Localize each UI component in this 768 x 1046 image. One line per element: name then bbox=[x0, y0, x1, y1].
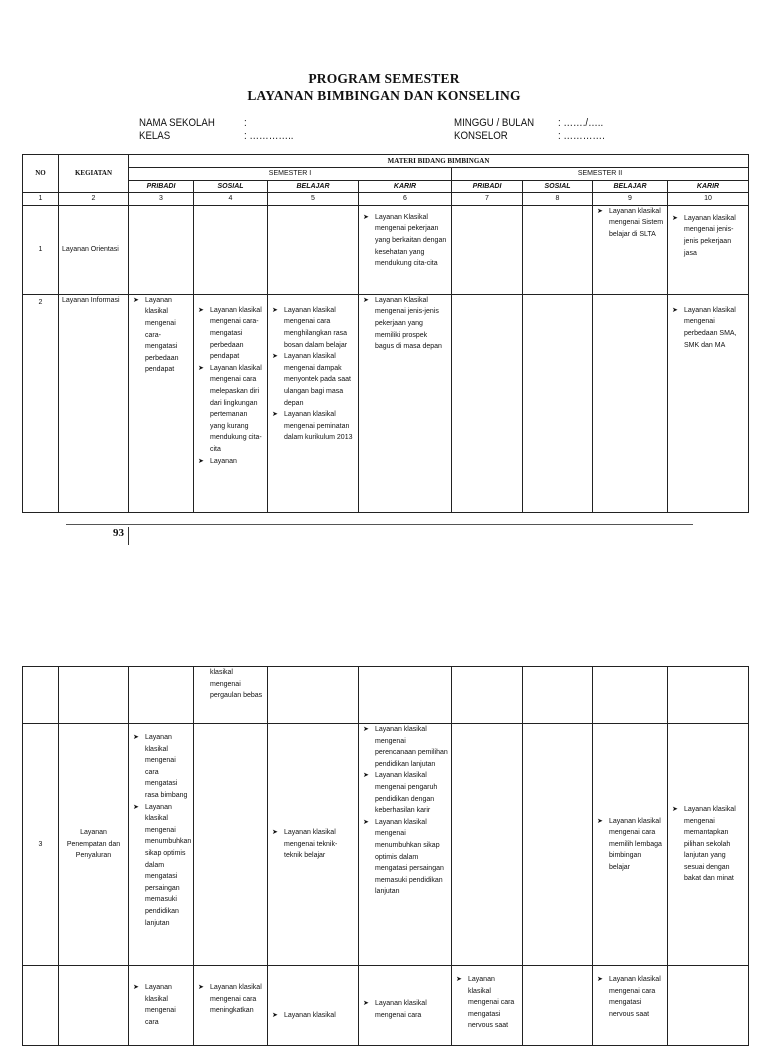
row-number: 1 bbox=[23, 205, 59, 294]
page-number: 93 bbox=[113, 527, 124, 539]
list-item: ➤ Layanan klasikal mengenai jenis-jenis pekerjaan jasa bbox=[672, 214, 736, 257]
arrow-bullet-icon: ➤ bbox=[597, 976, 603, 983]
list-item: ➤ Layanan klasikal mengenai cara melepaskan diri dari lingkungan pertemanan yang kurang mendukung cita-cita bbox=[198, 364, 262, 453]
kegiatan-cell: Layanan Penempatan dan Penyaluran bbox=[59, 724, 129, 966]
materi-cell bbox=[129, 294, 194, 512]
empty-cell bbox=[359, 667, 452, 724]
arrow-bullet-icon: ➤ bbox=[272, 1012, 278, 1019]
arrow-bullet-icon: ➤ bbox=[363, 296, 369, 304]
kelas-value: : ………….. bbox=[244, 130, 294, 142]
empty-cell bbox=[668, 667, 749, 724]
arrow-bullet-icon: ➤ bbox=[363, 1000, 369, 1007]
list-item: ➤ Layanan klasikal mengenai cara mengatasi rasa bimbang bbox=[133, 734, 188, 799]
list-item: ➤ Layanan klasikal mengenai cara memilih lembaga bimbingan belajar bbox=[597, 817, 662, 871]
materi-cell bbox=[194, 966, 268, 1046]
arrow-bullet-icon: ➤ bbox=[272, 411, 278, 419]
list-item: ➤ Layanan klasikal mengenai pengaruh pendidikan dengan keberhasilan karir bbox=[363, 772, 438, 815]
empty-cell bbox=[23, 966, 59, 1046]
header-sosial-2: SOSIAL bbox=[523, 180, 593, 193]
list-item: ➤ Layanan klasikal mengenai cara bbox=[133, 984, 176, 1026]
footer-rule bbox=[66, 524, 693, 525]
list-item: ➤ Layanan klasikal mengenai perbedaan SMA, SMK dan MA bbox=[672, 306, 737, 349]
list-item: ➤ Layanan klasikal mengenai cara mengatasi nervous saat bbox=[456, 976, 515, 1030]
list-item: ➤ Layanan klasikal mengenai dampak menyontek pada saat ulangan bagi masa depan bbox=[272, 353, 351, 407]
empty-cell bbox=[523, 667, 593, 724]
arrow-bullet-icon: ➤ bbox=[363, 726, 369, 733]
arrow-bullet-icon: ➤ bbox=[198, 984, 204, 991]
arrow-bullet-icon: ➤ bbox=[672, 306, 678, 314]
arrow-bullet-icon: ➤ bbox=[133, 803, 139, 811]
minggu-bulan-label: MINGGU / BULAN bbox=[454, 117, 535, 129]
program-table bbox=[22, 154, 749, 513]
arrow-bullet-icon: ➤ bbox=[597, 817, 603, 825]
header-belajar-1: BELAJAR bbox=[268, 180, 359, 193]
empty-cell bbox=[268, 205, 359, 294]
arrow-bullet-icon: ➤ bbox=[672, 805, 678, 813]
col-number: 3 bbox=[129, 193, 194, 206]
list-item: ➤ Layanan Klasikal mengenai pekerjaan yang berkaitan dengan kesehatan yang mendukung cita-cita bbox=[363, 213, 447, 268]
list-item: ➤ Layanan klasikal mengenai Sistem belajar di SLTA bbox=[597, 207, 664, 238]
col-number: 2 bbox=[59, 193, 129, 206]
materi-cell bbox=[194, 294, 268, 512]
empty-cell bbox=[23, 667, 59, 724]
row-number: 3 bbox=[23, 724, 59, 966]
row-number: 2 bbox=[23, 294, 59, 512]
empty-cell bbox=[668, 966, 749, 1046]
list-item: ➤ Layanan klasikal mengenai menumbuhkan sikap optimis dalam mengatasi persaingan memasuki pendidikan lanjutan bbox=[363, 818, 444, 896]
arrow-bullet-icon: ➤ bbox=[272, 306, 278, 314]
materi-cell bbox=[593, 966, 668, 1046]
header-belajar-2: BELAJAR bbox=[593, 180, 668, 193]
empty-cell bbox=[59, 966, 129, 1046]
col-number: 9 bbox=[593, 193, 668, 206]
materi-cell bbox=[452, 966, 523, 1046]
empty-cell bbox=[593, 667, 668, 724]
col-number: 7 bbox=[452, 193, 523, 206]
arrow-bullet-icon: ➤ bbox=[133, 734, 139, 741]
empty-cell bbox=[59, 667, 129, 724]
header-sosial-1: SOSIAL bbox=[194, 180, 268, 193]
title-program-semester: PROGRAM SEMESTER bbox=[308, 71, 460, 86]
col-number: 6 bbox=[359, 193, 452, 206]
list-item: ➤ Layanan klasikal mengenai memantapkan pilihan sekolah lanjutan yang sesuai dengan bakat dan minat bbox=[672, 805, 736, 883]
header-pribadi-2: PRIBADI bbox=[452, 180, 523, 193]
arrow-bullet-icon: ➤ bbox=[272, 353, 278, 361]
materi-cell: klasikal mengenai pergaulan bebas bbox=[194, 667, 268, 724]
konselor-value: : …………. bbox=[558, 130, 605, 142]
kegiatan-cell: Layanan Informasi bbox=[59, 294, 129, 512]
header-pribadi-1: PRIBADI bbox=[129, 180, 194, 193]
col-number: 5 bbox=[268, 193, 359, 206]
list-item: ➤ Layanan klasikal mengenai peminatan dalam kurikulum 2013 bbox=[272, 411, 353, 442]
materi-cell bbox=[268, 724, 359, 966]
col-number: 8 bbox=[523, 193, 593, 206]
materi-cell bbox=[359, 205, 452, 294]
empty-cell bbox=[523, 966, 593, 1046]
list-item: ➤ Layanan klasikal mengenai menumbuhkan sikap optimis dalam mengatasi persaingan memasuki pendidikan lanjutan bbox=[133, 803, 192, 927]
title-layanan-bk: LAYANAN BIMBINGAN DAN KONSELING bbox=[247, 88, 521, 103]
col-number: 10 bbox=[668, 193, 749, 206]
list-item: ➤ Layanan Klasikal mengenai jenis-jenis pekerjaan yang memiliki prospek bagus di masa depan bbox=[363, 296, 442, 351]
header-semester-1: SEMESTER I bbox=[129, 168, 452, 181]
empty-cell bbox=[129, 667, 194, 724]
materi-cell bbox=[359, 966, 452, 1046]
kelas-label: KELAS bbox=[139, 130, 171, 142]
list-item: ➤ Layanan klasikal bbox=[271, 1010, 355, 1022]
arrow-bullet-icon: ➤ bbox=[272, 829, 278, 837]
col-number: 1 bbox=[23, 193, 59, 206]
empty-cell bbox=[452, 294, 523, 512]
empty-cell bbox=[194, 205, 268, 294]
materi-cell bbox=[129, 966, 194, 1046]
kegiatan-cell: Layanan Orientasi bbox=[59, 205, 129, 294]
list-item: ➤ Layanan klasikal mengenai cara bbox=[363, 1000, 427, 1019]
nama-sekolah-value: : bbox=[244, 117, 247, 129]
list-item: ➤ Layanan klasikal mengenai cara mengatasi nervous saat bbox=[597, 976, 661, 1018]
list-item: ➤ Layanan klasikal mengenai perencanaan pemilihan pendidikan lanjutan bbox=[363, 726, 448, 768]
arrow-bullet-icon: ➤ bbox=[133, 296, 139, 304]
footer-divider bbox=[128, 527, 129, 545]
list-item: ➤ Layanan klasikal mengenai cara-mengatasi perbedaan pendapat bbox=[133, 296, 179, 374]
arrow-bullet-icon: ➤ bbox=[133, 984, 139, 991]
arrow-bullet-icon: ➤ bbox=[198, 364, 204, 372]
materi-cell bbox=[593, 724, 668, 966]
empty-cell bbox=[452, 667, 523, 724]
materi-cell bbox=[668, 205, 749, 294]
empty-cell bbox=[452, 724, 523, 966]
materi-cell bbox=[129, 724, 194, 966]
empty-cell bbox=[129, 205, 194, 294]
list-item: ➤ Layanan klasikal mengenai cara meningkatkan bbox=[198, 984, 262, 1015]
program-table-continued bbox=[22, 666, 749, 1046]
arrow-bullet-icon: ➤ bbox=[456, 976, 462, 983]
list-item: ➤ Layanan klasikal mengenai teknik-teknik belajar bbox=[272, 829, 338, 860]
arrow-bullet-icon: ➤ bbox=[198, 306, 204, 314]
arrow-bullet-icon: ➤ bbox=[198, 457, 204, 465]
empty-cell bbox=[452, 205, 523, 294]
konselor-label: KONSELOR bbox=[454, 130, 508, 142]
header-karir-1: KARIR bbox=[359, 180, 452, 193]
header-kegiatan: KEGIATAN bbox=[59, 155, 129, 193]
materi-cell bbox=[668, 724, 749, 966]
empty-cell bbox=[593, 294, 668, 512]
empty-cell bbox=[523, 724, 593, 966]
materi-cell bbox=[268, 966, 359, 1046]
empty-cell bbox=[523, 294, 593, 512]
materi-cell bbox=[359, 294, 452, 512]
header-materi-bidang: MATERI BIDANG BIMBINGAN bbox=[129, 155, 749, 168]
list-item: ➤ Layanan klasikal mengenai cara menghilangkan rasa bosan dalam belajar bbox=[272, 306, 348, 349]
materi-cell bbox=[668, 294, 749, 512]
minggu-bulan-value: : ……./….. bbox=[558, 117, 604, 129]
empty-cell bbox=[268, 667, 359, 724]
header-karir-2: KARIR bbox=[668, 180, 749, 193]
materi-cell bbox=[593, 205, 668, 294]
arrow-bullet-icon: ➤ bbox=[363, 213, 369, 221]
empty-cell bbox=[523, 205, 593, 294]
list-item: ➤ Layanan klasikal mengenai cara-mengatasi perbedaan pendapat bbox=[198, 306, 262, 361]
arrow-bullet-icon: ➤ bbox=[363, 818, 369, 826]
arrow-bullet-icon: ➤ bbox=[672, 214, 678, 222]
header-no: NO bbox=[23, 155, 59, 193]
nama-sekolah-label: NAMA SEKOLAH bbox=[139, 117, 215, 129]
list-item: ➤ Layanan bbox=[197, 456, 264, 468]
materi-cell bbox=[359, 724, 452, 966]
arrow-bullet-icon: ➤ bbox=[363, 772, 369, 780]
arrow-bullet-icon: ➤ bbox=[597, 207, 603, 215]
col-number: 4 bbox=[194, 193, 268, 206]
empty-cell bbox=[194, 724, 268, 966]
header-semester-2: SEMESTER II bbox=[452, 168, 749, 181]
materi-cell bbox=[268, 294, 359, 512]
